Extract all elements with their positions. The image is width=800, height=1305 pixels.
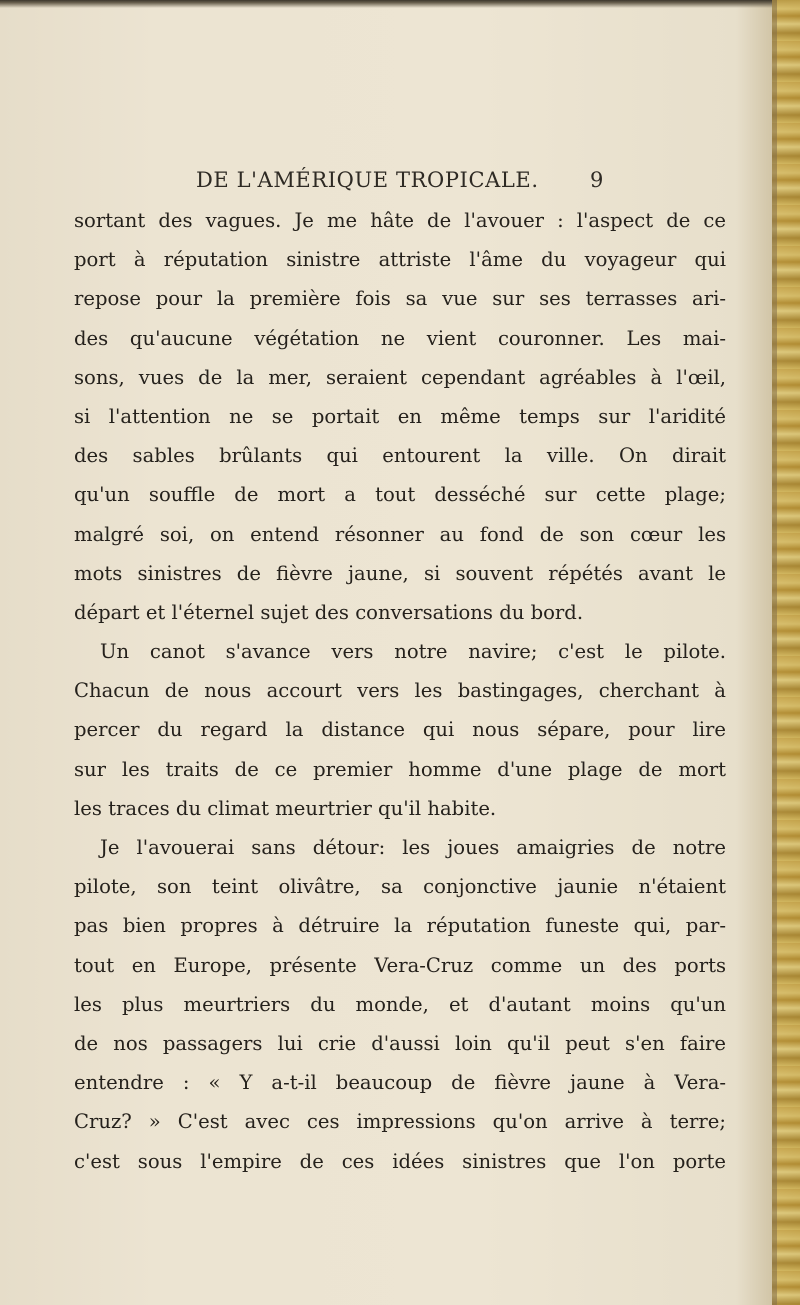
text-line: sur les traits de ce premier homme d'une plage de mort <box>74 757 726 781</box>
text-line: tout en Europe, présente Vera-Cruz comme un des ports <box>74 953 726 977</box>
text-line: qu'un souffle de mort a tout desséché sur cette plage; <box>74 483 726 507</box>
text-line: pilote, son teint olivâtre, sa conjonctive jaunie n'étaient <box>74 875 726 899</box>
text-line: malgré soi, on entend résonner au fond de son cœur les <box>74 522 726 546</box>
text-line: des qu'aucune végétation ne vient couronner. Les mai- <box>74 326 726 350</box>
text-line: Cruz? » C'est avec ces impressions qu'on arrive à terre; <box>74 1110 726 1134</box>
text-line: de nos passagers lui crie d'aussi loin qu'il peut s'en faire <box>74 1031 726 1055</box>
text-line: si l'attention ne se portait en même temps sur l'aridité <box>74 404 726 428</box>
paragraph-first-line: Je l'avouerai sans détour: les joues amaigries de notre <box>100 836 726 859</box>
page-number: 9 <box>590 168 604 192</box>
text-line: c'est sous l'empire de ces idées sinistres que l'on porte <box>74 1149 726 1173</box>
text-line: sortant des vagues. Je me hâte de l'avouer : l'aspect de ce <box>74 209 726 232</box>
text-line: entendre : « Y a-t-il beaucoup de fièvre jaune à Vera- <box>74 1071 726 1095</box>
text-line: sons, vues de la mer, seraient cependant agréables à l'œil, <box>74 365 726 389</box>
running-title: DE L'AMÉRIQUE TROPICALE. <box>196 168 539 192</box>
paragraph-first-line: Un canot s'avance vers notre navire; c'est le pilote. <box>100 640 726 664</box>
text-line: pas bien propres à détruire la réputation funeste qui, par- <box>74 914 726 938</box>
text-line: les traces du climat meurtrier qu'il habite. <box>74 796 497 820</box>
text-line: Chacun de nous accourt vers les bastingages, cherchant à <box>74 679 726 703</box>
running-head <box>0 168 640 198</box>
text-line: repose pour la première fois sa vue sur ses terrasses ari- <box>74 287 726 311</box>
top-edge-shadow <box>0 0 800 8</box>
text-line: départ et l'éternel sujet des conversations du bord. <box>74 600 584 624</box>
body-text <box>74 201 726 1181</box>
text-line: port à réputation sinistre attriste l'âme du voyageur qui <box>74 248 726 272</box>
text-line: mots sinistres de fièvre jaune, si souvent répétés avant le <box>74 561 726 585</box>
text-line: des sables brûlants qui entourent la ville. On dirait <box>74 444 726 468</box>
text-line: percer du regard la distance qui nous sépare, pour lire <box>74 718 726 742</box>
page-edge-strip <box>772 0 800 1305</box>
text-line: les plus meurtriers du monde, et d'autant moins qu'un <box>74 992 726 1016</box>
